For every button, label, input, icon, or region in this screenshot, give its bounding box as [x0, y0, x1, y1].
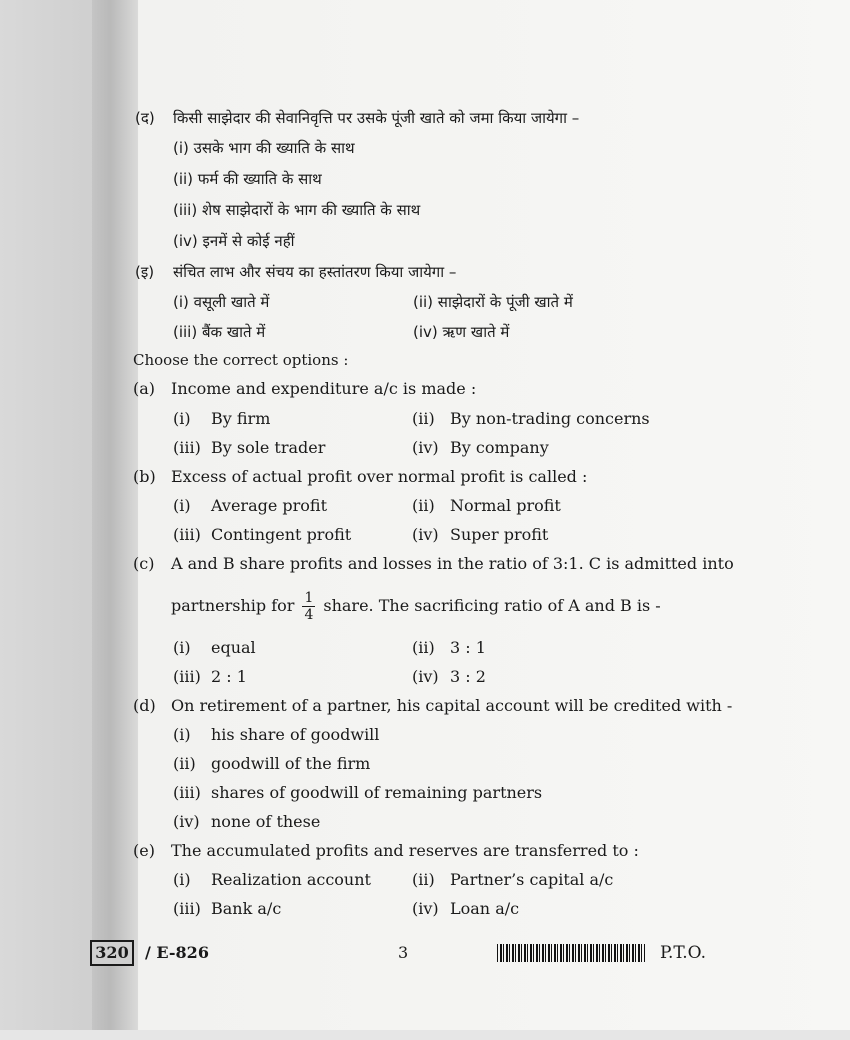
- hindi-question-d: (द) किसी साझेदार की सेवानिवृत्ति पर उसके पूंजी खाते को जमा किया जायेगा –: [135, 109, 580, 127]
- question-a-option-3: (iii) By sole trader: [173, 438, 326, 457]
- question-b-option-4: (iv) Super profit: [412, 525, 549, 544]
- question-a-option-2: (ii) By non-trading concerns: [412, 409, 650, 428]
- page-bottom-edge: [0, 1030, 850, 1040]
- question-d: (d) On retirement of a partner, his capital account will be credited with -: [133, 696, 733, 715]
- pto-label: P.T.O.: [660, 943, 706, 963]
- question-e-option-4: (iv) Loan a/c: [412, 899, 520, 918]
- hindi-d-option-1: (i) उसके भाग की ख्याति के साथ: [173, 139, 355, 157]
- question-b-option-1: (i) Average profit: [173, 496, 328, 515]
- hindi-e-option-2: (ii) साझेदारों के पूंजी खाते में: [413, 293, 573, 311]
- question-b-option-3: (iii) Contingent profit: [173, 525, 352, 544]
- barcode-image: [497, 944, 645, 962]
- question-c-option-4: (iv) 3 : 2: [412, 667, 486, 686]
- hindi-d-option-4: (iv) इनमें से कोई नहीं: [173, 232, 295, 250]
- question-d-option-2: (ii) goodwill of the firm: [173, 754, 371, 773]
- question-a-option-4: (iv) By company: [412, 438, 549, 457]
- page-number: 3: [398, 943, 409, 962]
- question-d-option-1: (i) his share of goodwill: [173, 725, 380, 744]
- instruction: Choose the correct options :: [133, 351, 349, 369]
- question-c-option-3: (iii) 2 : 1: [173, 667, 247, 686]
- question-e-option-2: (ii) Partner’s capital a/c: [412, 870, 614, 889]
- question-d-option-4: (iv) none of these: [173, 812, 321, 831]
- question-e-option-1: (i) Realization account: [173, 870, 371, 889]
- hindi-e-option-4: (iv) ऋण खाते में: [413, 323, 510, 341]
- question-e-option-3: (iii) Bank a/c: [173, 899, 282, 918]
- fraction: $\frac{1}{4}$: [304, 590, 314, 623]
- hindi-d-option-2: (ii) फर्म की ख्याति के साथ: [173, 170, 322, 188]
- hindi-e-option-1: (i) वसूली खाते में: [173, 293, 270, 311]
- page-code-box: 320: [90, 940, 134, 966]
- paper-code: / E-826: [145, 943, 209, 962]
- question-d-option-3: (iii) shares of goodwill of remaining partners: [173, 783, 543, 802]
- hindi-e-option-3: (iii) बैंक खाते में: [173, 323, 266, 341]
- question-a-option-1: (i) By firm: [173, 409, 271, 428]
- question-c-line-2: partnership for $\frac{1}{4}$ share. The sacrificing ratio of A and B is -: [171, 590, 661, 623]
- binding-shadow: [92, 0, 138, 1040]
- question-c-option-1: (i) equal: [173, 638, 256, 657]
- hindi-d-option-3: (iii) शेष साझेदारों के भाग की ख्याति के साथ: [173, 201, 421, 219]
- question-c: (c) A and B share profits and losses in the ratio of 3:1. C is admitted into: [133, 554, 734, 573]
- question-e: (e) The accumulated profits and reserves are transferred to :: [133, 841, 639, 860]
- question-c-option-2: (ii) 3 : 1: [412, 638, 486, 657]
- question-a: (a) Income and expenditure a/c is made :: [133, 379, 477, 398]
- question-b-option-2: (ii) Normal profit: [412, 496, 561, 515]
- hindi-question-e: (इ) संचित लाभ और संचय का हस्तांतरण किया जायेगा –: [135, 263, 457, 281]
- question-b: (b) Excess of actual profit over normal profit is called :: [133, 467, 588, 486]
